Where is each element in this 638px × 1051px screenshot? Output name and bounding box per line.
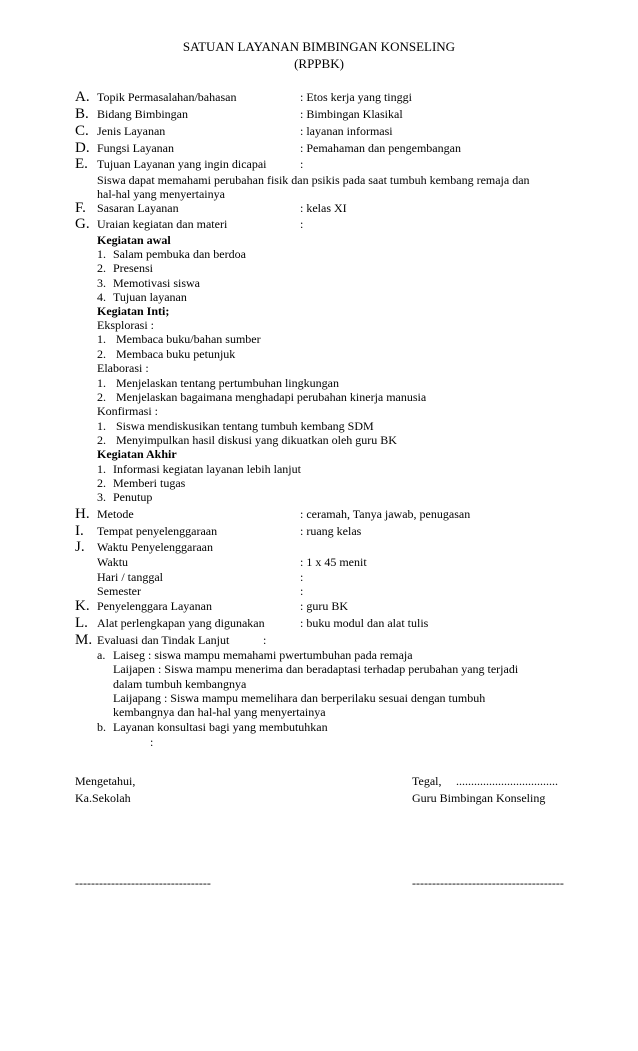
list-number: 2. [97,261,106,275]
section-label: Tujuan Layanan yang ingin dicapai [97,157,267,171]
section-letter: L. [75,615,88,631]
signature-place: Tegal, [412,774,442,788]
evaluasi-line: Layanan konsultasi bagi yang membutuhkan [113,720,328,734]
section-letter: C. [75,123,89,139]
list-number: 1. [97,462,106,476]
list-number: 1. [97,332,106,346]
section-value: : Etos kerja yang tinggi [300,90,412,104]
section-label: Alat perlengkapan yang digunakan [97,616,265,630]
detail-label: Semester [97,584,141,598]
detail-label: Waktu [97,555,129,569]
list-item: Salam pembuka dan berdoa [113,247,246,261]
list-item: Memberi tugas [113,476,186,490]
section-label: Jenis Layanan [97,124,166,138]
section-letter: A. [75,89,90,105]
list-number: 2. [97,390,106,404]
detail-value: : [300,570,304,584]
section-letter: G. [75,216,90,232]
elaborasi-label: Elaborasi : [97,361,149,375]
section-letter: E. [75,156,88,172]
eksplorasi-label: Eksplorasi : [97,318,154,332]
evaluasi-line: Laijapen : Siswa mampu menerima dan beradaptasi terhadap perubahan yang terjadi [113,662,519,676]
detail-value: : [300,584,304,598]
section-label: Waktu Penyelenggaraan [97,540,213,554]
section-label: Sasaran Layanan [97,201,179,215]
list-number: 2. [97,433,106,447]
kegiatan-heading: Kegiatan Inti; [97,304,170,318]
section-letter: J. [75,539,85,555]
section-label: Uraian kegiatan dan materi [97,217,228,231]
list-number: 3. [97,276,106,290]
section-value: : [300,157,304,171]
section-letter: B. [75,106,89,122]
section-description-line: Siswa dapat memahami perubahan fisik dan psikis pada saat tumbuh kembang remaja dan [97,173,530,187]
evaluasi-marker: b. [97,720,106,734]
section-label: Metode [97,507,134,521]
section-value: : [300,217,304,231]
document-title: SATUAN LAYANAN BIMBINGAN KONSELING [182,39,456,54]
list-number: 1. [97,247,106,261]
evaluasi-line: Laiseg : siswa mampu memahami pwertumbuhan pada remaja [113,648,413,662]
evaluasi-marker: a. [97,648,106,662]
section-value: : layanan informasi [300,124,393,138]
section-label: Fungsi Layanan [97,141,174,155]
list-number: 2. [97,476,106,490]
signature-caption: Mengetahui, [75,774,136,788]
list-item: Siswa mendiskusikan tentang tumbuh kembang SDM [116,419,374,433]
evaluasi-line: : [150,735,154,749]
detail-label: Hari / tanggal [97,570,163,584]
section-label: Bidang Bimbingan [97,107,188,121]
section-label: Topik Permasalahan/bahasan [97,90,237,104]
list-item: Penutup [113,490,153,504]
konfirmasi-label: Konfirmasi : [97,404,158,418]
kegiatan-heading: Kegiatan Akhir [97,447,177,461]
evaluasi-line: kembangnya dan hal-hal yang menyertainya [113,705,326,719]
list-number: 1. [97,419,106,433]
section-label: Tempat penyelenggaraan [97,524,218,538]
section-label: Penyelenggara Layanan [97,599,212,613]
list-item: Presensi [113,261,153,275]
list-item: Membaca buku/bahan sumber [116,332,261,346]
list-item: Menyimpulkan hasil diskusi yang dikuatkan oleh guru BK [116,433,397,447]
list-item: Membaca buku petunjuk [116,347,236,361]
section-value: : kelas XI [300,201,347,215]
section-value: : ruang kelas [300,524,362,538]
list-item: Menjelaskan bagaimana menghadapi perubahan kinerja manusia [116,390,427,404]
section-letter: F. [75,200,86,216]
evaluasi-line: Laijapang : Siswa mampu memelihara dan berperilaku sesuai dengan tumbuh [113,691,486,705]
signature-line: -------------------------------------- [412,876,564,890]
list-item: Informasi kegiatan layanan lebih lanjut [113,462,301,476]
section-letter: M. [75,632,93,648]
section-letter: I. [75,523,84,539]
list-item: Memotivasi siswa [113,276,200,290]
list-number: 1. [97,376,106,390]
section-description-line: hal-hal yang menyertainya [97,187,225,201]
section-letter: K. [75,598,90,614]
list-number: 2. [97,347,106,361]
list-number: 3. [97,490,106,504]
signature-line: ---------------------------------- [75,876,211,890]
signature-date-field: .................................. [456,774,558,788]
section-value: : buku modul dan alat tulis [300,616,429,630]
section-label: Evaluasi dan Tindak Lanjut [97,633,230,647]
signature-role: Guru Bimbingan Konseling [412,791,546,805]
list-number: 4. [97,290,106,304]
document-subtitle: (RPPBK) [294,56,344,71]
kegiatan-heading: Kegiatan awal [97,233,171,247]
section-value: : Pemahaman dan pengembangan [300,141,461,155]
list-item: Tujuan layanan [113,290,187,304]
section-value: : Bimbingan Klasikal [300,107,403,121]
list-item: Menjelaskan tentang pertumbuhan lingkungan [116,376,339,390]
section-value: : guru BK [300,599,348,613]
section-letter: H. [75,506,90,522]
evaluasi-line: dalam tumbuh kembangnya [113,677,247,691]
signature-role: Ka.Sekolah [75,791,131,805]
section-value: : ceramah, Tanya jawab, penugasan [300,507,471,521]
detail-value: : 1 x 45 menit [300,555,367,569]
section-value: : [263,633,267,647]
section-letter: D. [75,140,90,156]
